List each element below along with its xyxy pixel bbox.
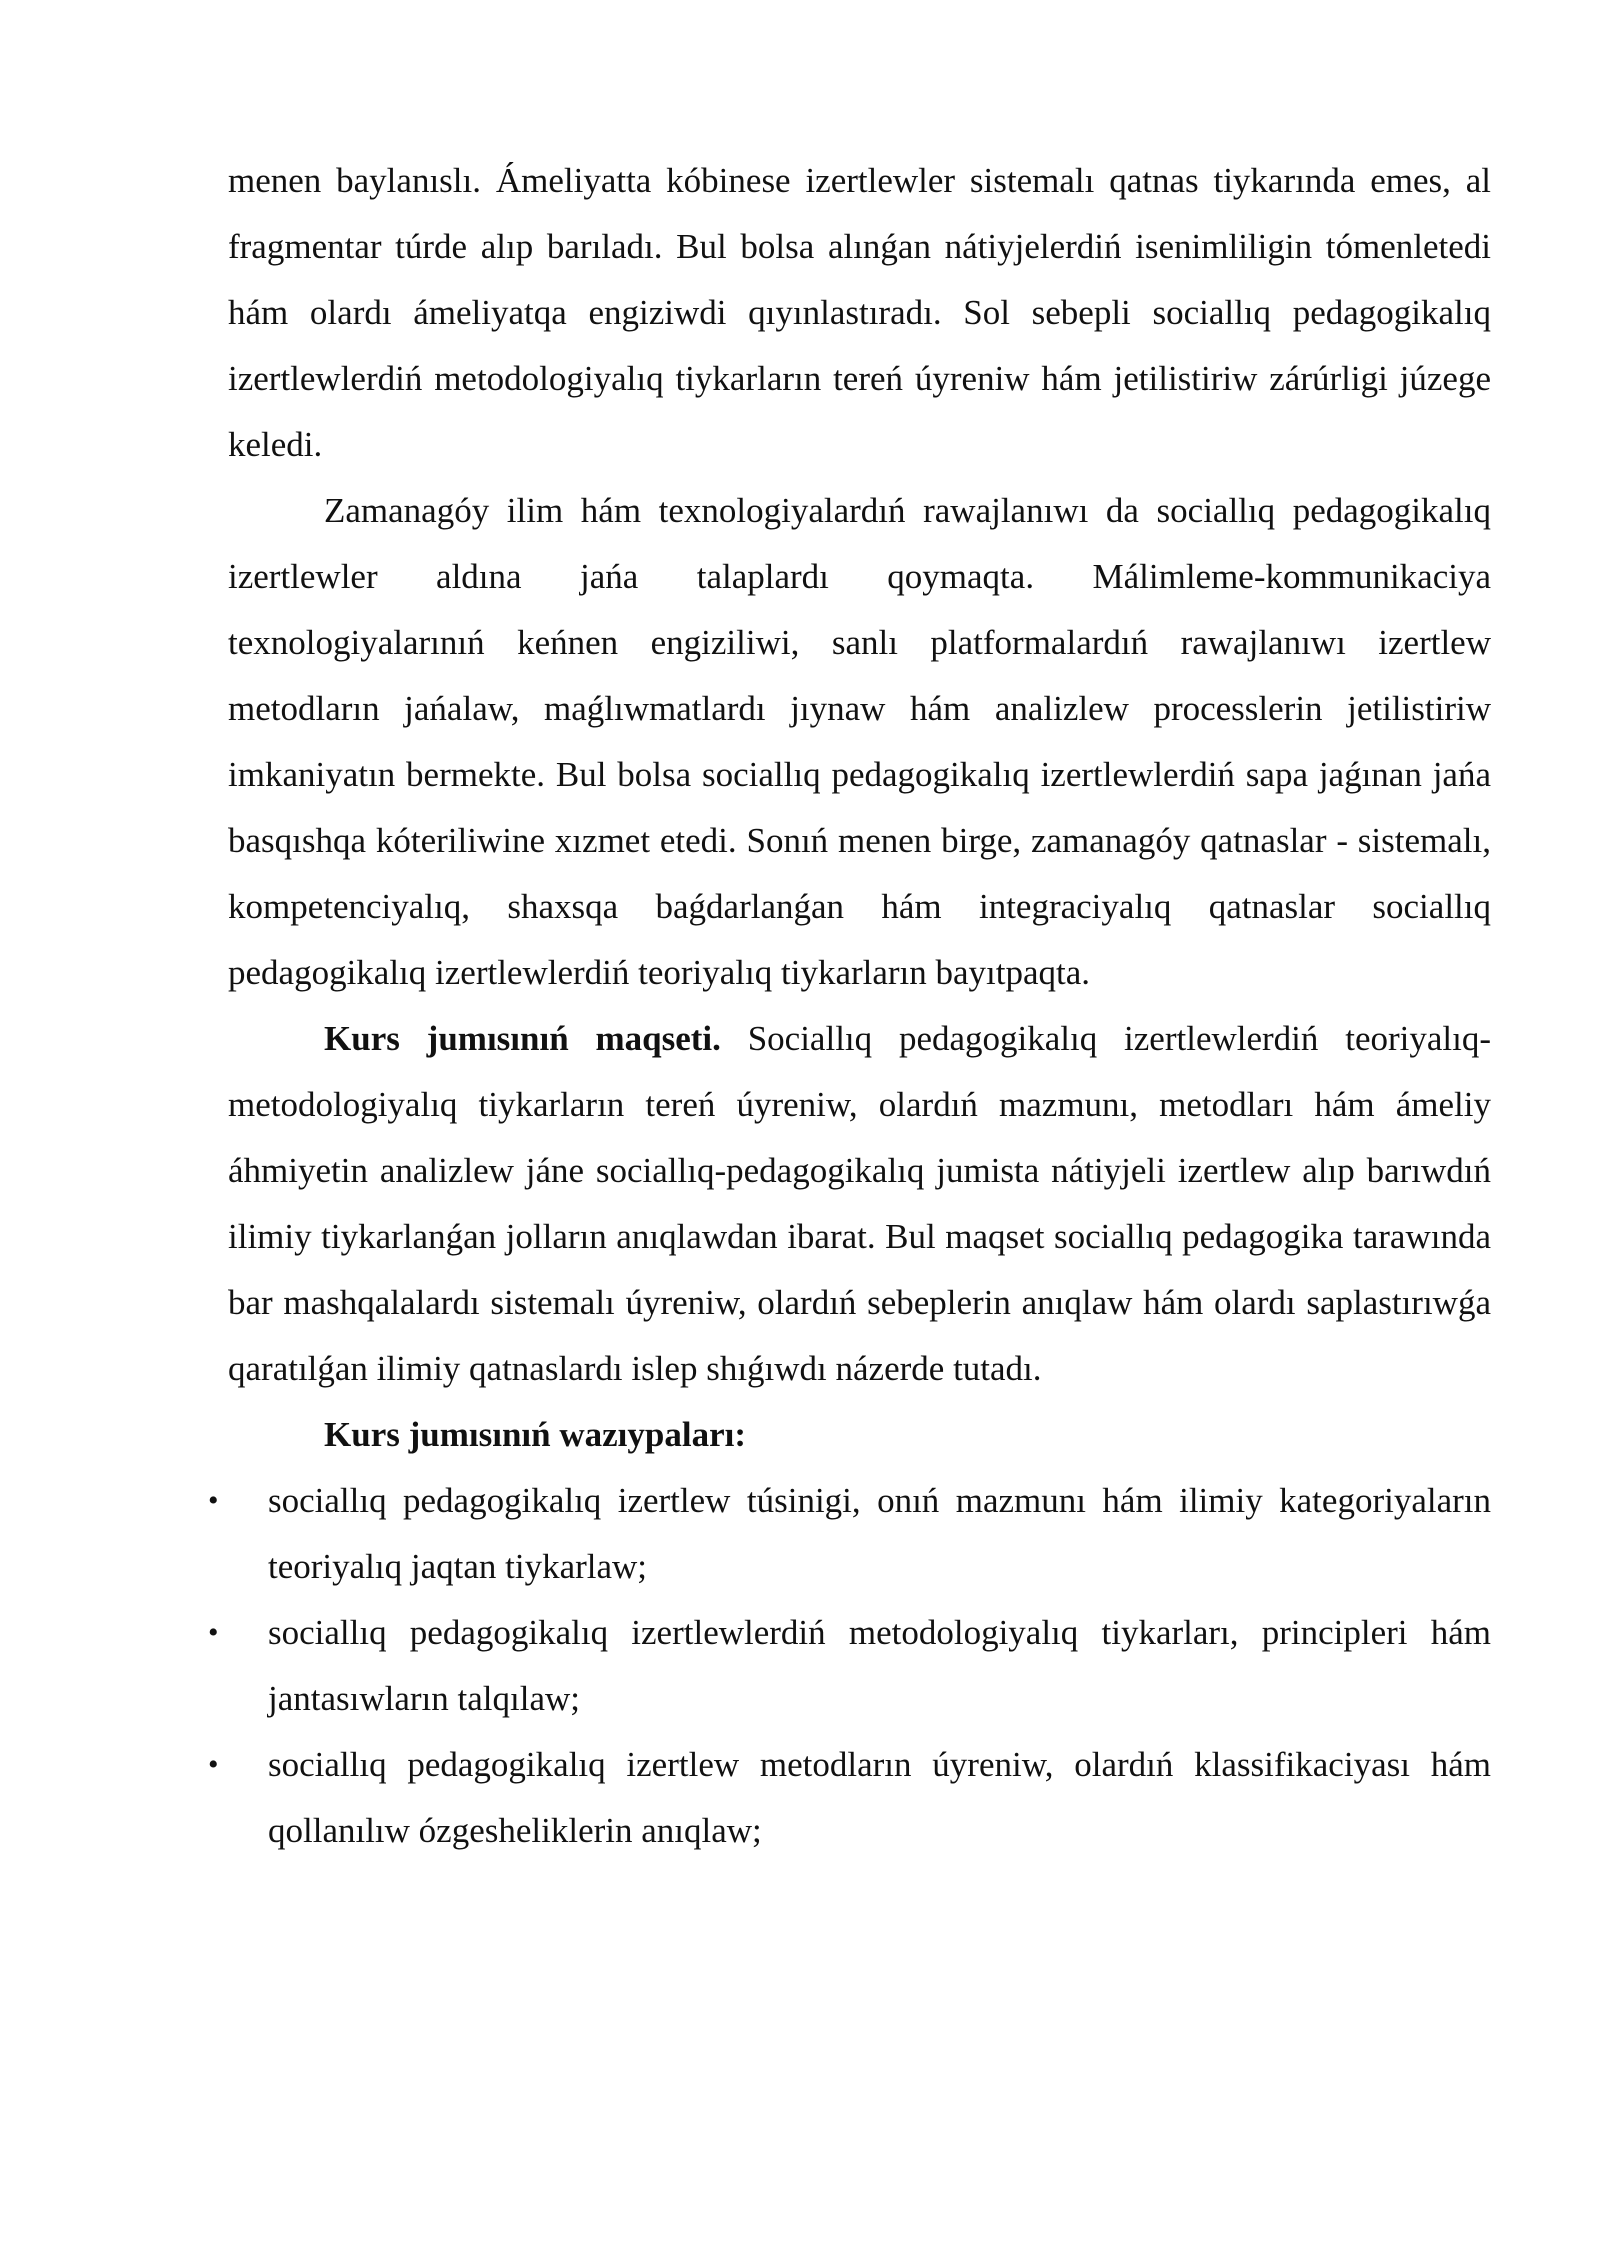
- course-tasks-list: [208, 1468, 1491, 1864]
- list-item: [208, 1600, 1491, 1732]
- bullet-icon: •: [208, 1484, 219, 1517]
- course-goal-heading: Kurs jumısınıń maqseti.: [324, 1019, 721, 1058]
- list-item: [208, 1732, 1491, 1864]
- paragraph-continuation: menen baylanıslı. Ámeliyatta kóbinese izertlewler sistemalı qatnas tiykarında emes, al fragmentar túrde alıp barıladı. Bul bolsa alınǵan nátiyjelerdiń isenimliligin tómenletedi hám olardı ámeliyatqa engiziwdi qıyınlastıradı. Sol sebepli sociallıq pedagogikalıq izertlewlerdiń metodologiyalıq tiykarların tereń úyreniw hám jetilistiriw zárúrligi júzege keledi.: [228, 161, 1491, 464]
- course-goal-text: Sociallıq pedagogikalıq izertlewlerdiń teoriyalıq-metodologiyalıq tiykarların tereń úyreniw, olardıń mazmunı, metodları hám ámeliy áhmiyetin analizlew jáne sociallıq-pedagogikalıq jumista nátiyjeli izertlew alıp barıwdıń ilimiy tiykarlanǵan jolların anıqlawdan ibarat. Bul maqset sociallıq pedagogika tarawında bar mashqalalardı sistemalı úyreniw, olardıń sebeplerin anıqlaw hám olardı saplastırıwǵa qaratılǵan ilimiy qatnaslardı islep shıǵıwdı názerde tutadı.: [228, 1019, 1491, 1388]
- list-item-text: sociallıq pedagogikalıq izertlew túsinigi, onıń mazmunı hám ilimiy kategoriyaların teoriyalıq jaqtan tiykarlaw;: [268, 1481, 1491, 1586]
- list-item-text: sociallıq pedagogikalıq izertlew metodların úyreniw, olardıń klassifikaciyası hám qollanılıw ózgesheliklerin anıqlaw;: [268, 1745, 1491, 1850]
- paragraph-modern-science: Zamanagóy ilim hám texnologiyalardıń rawajlanıwı da sociallıq pedagogikalıq izertlewler aldına jańa talaplardı qoymaqta. Málimleme-kommunikaciya texnologiyalarınıń keńnen engiziliwi, sanlı platformalardıń rawajlanıwı izertlew metodların jańalaw, maǵlıwmatlardı jıynaw hám analizlew processlerin jetilistiriw imkaniyatın bermekte. Bul bolsa sociallıq pedagogikalıq izertlewlerdiń sapa jaǵınan jańa basqıshqa kóteriliwine xızmet etedi. Sonıń menen birge, zamanagóy qatnaslar - sistemalı, kompetenciyalıq, shaxsqa baǵdarlanǵan hám integraciyalıq qatnaslar sociallıq pedagogikalıq izertlewlerdiń teoriyalıq tiykarların bayıtpaqta.: [228, 491, 1491, 992]
- document-page: [208, 148, 1491, 1864]
- paragraph-course-goal: [228, 1006, 1491, 1402]
- course-tasks-heading: Kurs jumısınıń wazıypaları:: [324, 1415, 746, 1454]
- bullet-icon: •: [208, 1748, 219, 1781]
- list-item-text: sociallıq pedagogikalıq izertlewlerdiń metodologiyalıq tiykarları, principleri hám jantasıwların talqılaw;: [268, 1613, 1491, 1718]
- list-item: [208, 1468, 1491, 1600]
- bullet-icon: •: [208, 1616, 219, 1649]
